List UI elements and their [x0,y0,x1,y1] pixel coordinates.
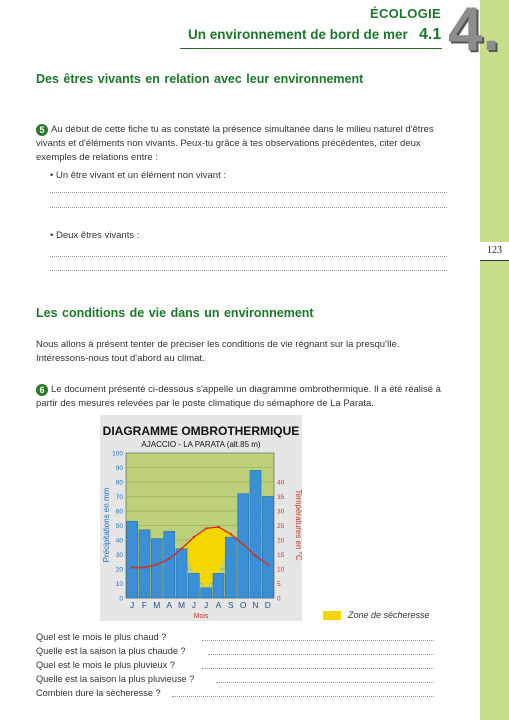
precipitation-bar [225,537,236,598]
chart-title: DIAGRAMME OMBROTHERMIQUE [102,424,300,438]
temperature-point [254,555,256,557]
y-axis-label-left: Précipitations en mm [102,487,111,563]
question-hottest-month: Quel est le mois le plus chaud ? [36,632,167,642]
right-tick-label: 0 [277,595,281,603]
precipitation-bar [151,539,162,598]
margin-sidebar [480,0,509,720]
drought-legend-label: Zone de sécheresse [348,610,430,620]
month-label: J [204,600,209,610]
month-label: O [239,600,247,610]
left-tick-label: 40 [115,537,123,545]
month-label: D [264,600,271,610]
right-tick-label: 5 [277,581,281,588]
left-tick-label: 10 [115,581,123,588]
left-tick-label: 70 [115,494,123,501]
question-rainiest-season: Quelle est la saison la plus pluvieuse ? [36,674,195,684]
precipitation-bar [164,531,175,598]
temperature-point [143,566,145,568]
bullet-living-nonliving: • Un être vivant et un élément non vivant : [50,170,227,181]
chapter-title: Un environnement de bord de mer [188,27,408,42]
left-tick-label: 30 [115,552,123,559]
precipitation-bar [139,530,150,598]
right-axis-ticks [277,480,285,603]
chart-subtitle: AJACCIO - LA PARATA (alt.85 m) [141,440,261,449]
answer-line[interactable] [50,207,447,208]
temperature-point [205,527,207,529]
month-label: A [215,600,222,610]
precipitation-bar [250,470,261,598]
month-labels [130,600,271,610]
answer-line[interactable] [50,256,447,257]
chapter-label: ÉCOLOGIE [369,6,441,21]
precipitation-bar [238,494,249,598]
answer-line[interactable] [208,654,434,655]
section-intro: Nous allons à présent tenter de préciser les conditions de vie régnant sur la presqu'île. Intéressons-nous tout d'abord au climat. [36,339,400,364]
question-6-text: Le document présenté ci-dessous s'appelle un diagramme ombrothermique. Il a été réalisé à partir des mesures relevées par le poste climatique du sémaphore de La Parata. [36,384,441,409]
month-label: M [153,600,161,610]
month-label: A [166,600,173,610]
answer-line[interactable] [172,696,434,697]
page-number: 123 [480,242,509,261]
left-tick-label: 60 [115,508,123,516]
answer-line[interactable] [202,668,434,669]
chart-svg [100,415,302,621]
temperature-point [156,563,158,565]
right-tick-label: 30 [277,508,285,516]
temperature-point [131,566,133,568]
precipitation-bar [127,521,138,598]
header-rule [180,48,442,49]
drought-legend-swatch [323,611,341,620]
y-axis-label-right: Températures en °C [294,489,303,561]
bullet-two-living: • Deux êtres vivants : [50,230,140,241]
answer-line[interactable] [50,270,447,271]
right-tick-label: 40 [277,479,285,487]
temperature-point [193,536,195,538]
section-title-relations: Des êtres vivants en relation avec leur environnement [36,72,364,86]
question-5 [36,123,446,165]
temperature-point [267,563,269,565]
precipitation-bar [188,573,199,598]
question-5-text: Au début de cette fiche tu as constaté la présence simultanée dans le milieu naturel d'êtres vivants et d'éléments non vivants. Peux-tu grâce à tes observations précédentes, citer deux exemples de relations entre : [36,124,434,163]
month-label: F [141,600,148,610]
month-label: S [227,600,234,610]
right-tick-label: 20 [277,537,285,545]
section-title-conditions: Les conditions de vie dans un environnement [36,306,314,320]
left-tick-label: 50 [115,523,123,530]
left-tick-label: 20 [115,566,123,574]
question-number-badge: 5 [36,124,48,136]
x-axis-label: Mois [193,613,209,620]
right-tick-label: 25 [277,523,285,530]
precipitation-bar [176,549,187,598]
temperature-point [217,526,219,528]
left-tick-label: 90 [115,465,123,472]
precipitation-bar [201,588,212,598]
question-rainiest-month: Quel est le mois le plus pluvieux ? [36,660,175,670]
answer-line[interactable] [202,640,434,641]
precipitation-bar [262,497,273,599]
left-tick-label: 100 [112,450,123,458]
month-label: M [177,600,186,610]
right-tick-label: 35 [277,494,285,501]
precipitation-bar [213,573,224,598]
temperature-point [242,543,244,545]
temperature-point [230,533,232,535]
question-hottest-season: Quelle est la saison la plus chaude ? [36,646,186,656]
question-number-badge: 6 [36,384,48,396]
right-tick-label: 10 [277,566,285,574]
answer-line[interactable] [50,192,447,193]
month-label: J [191,600,196,610]
temperature-point [180,548,182,550]
question-drought-duration: Combien dure la sècheresse ? [36,688,161,698]
answer-line[interactable] [216,682,434,683]
ombrothermic-chart [100,415,302,621]
month-label: N [252,600,259,610]
right-tick-label: 15 [277,552,285,559]
left-axis-ticks [112,451,123,603]
left-tick-label: 80 [115,479,123,487]
chapter-big-number: 4. [448,0,500,64]
temperature-point [168,558,170,560]
month-label: J [130,600,135,610]
chapter-number: 4.1 [419,26,442,43]
left-tick-label: 0 [119,595,123,603]
question-6 [36,383,446,411]
